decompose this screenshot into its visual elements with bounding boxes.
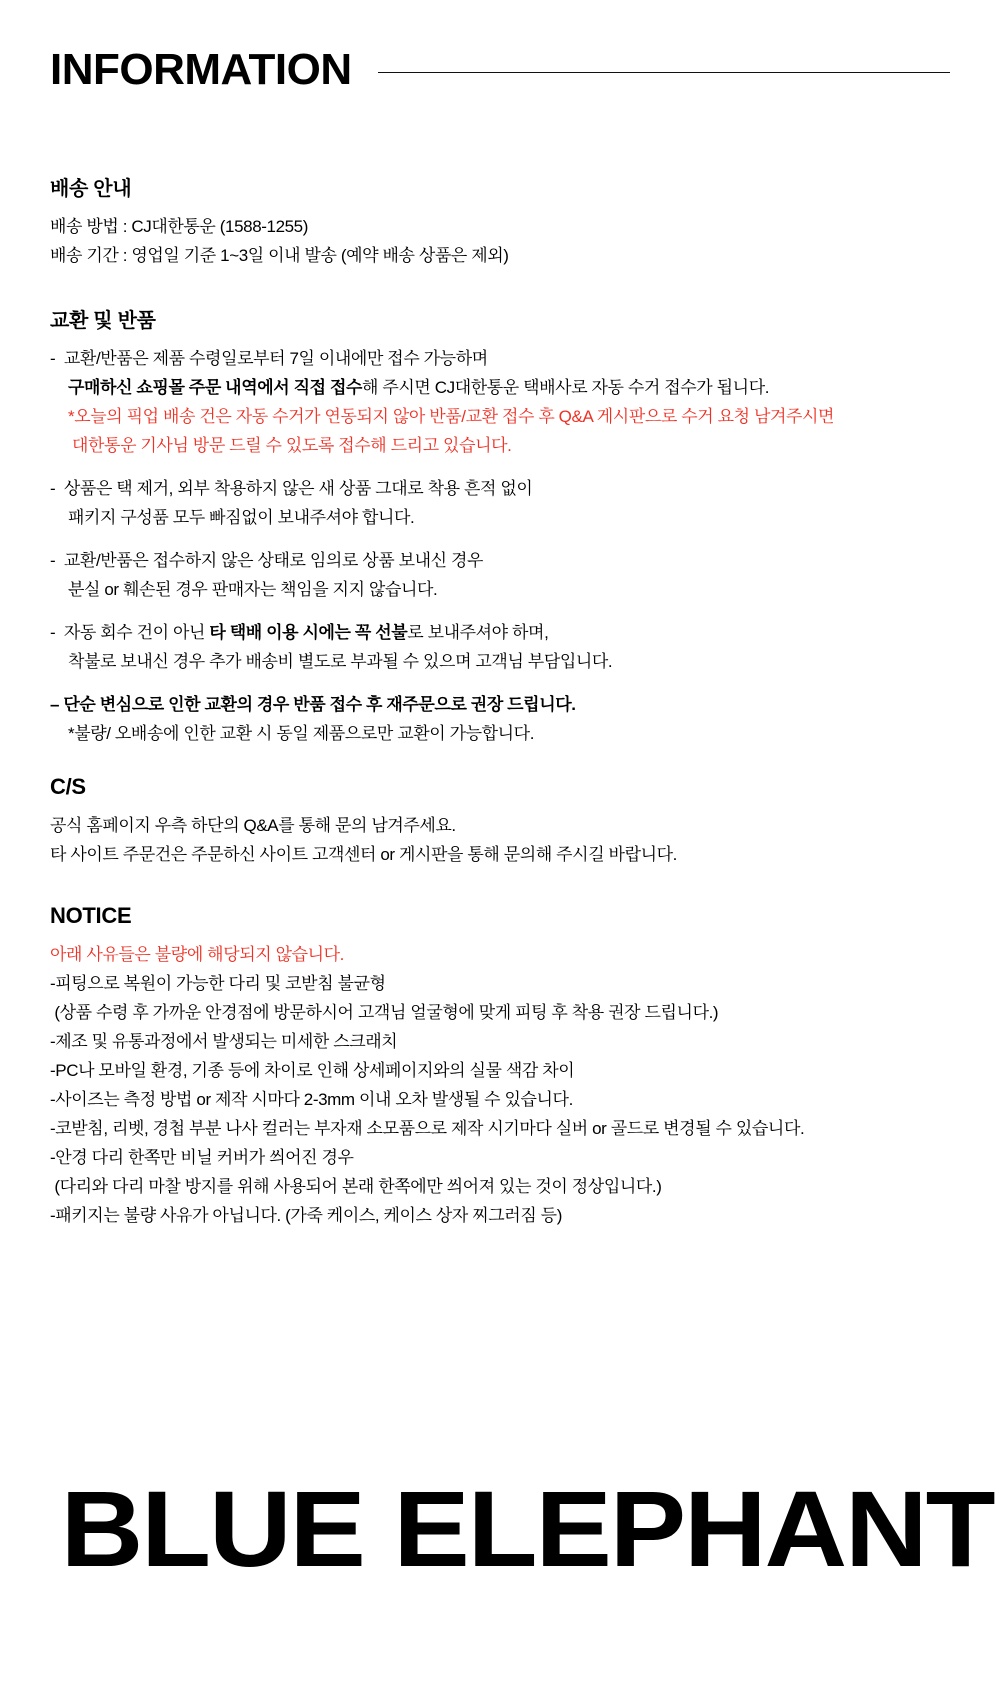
header-divider [378, 72, 950, 73]
exchange-item-3 [50, 546, 950, 604]
exchange-item-3-line-1: - 교환/반품은 접수하지 않은 상태로 임의로 상품 보내신 경우 [50, 551, 484, 570]
exchange-return-section [50, 304, 950, 748]
page-header [50, 0, 950, 92]
exchange-item-1-line-2 [50, 373, 950, 402]
notice-line-5: -사이즈는 측정 방법 or 제작 시마다 2-3mm 이내 오차 발생될 수 있습니다. [50, 1090, 573, 1109]
page-title: INFORMATION [50, 45, 352, 94]
notice-line-6: -코받침, 리벳, 경첩 부분 나사 컬러는 부자재 소모품으로 제작 시기마다 실버 or 골드로 변경될 수 있습니다. [50, 1119, 805, 1138]
exchange-item-1-line-3: *오늘의 픽업 배송 건은 자동 수거가 연동되지 않아 반품/교환 접수 후 Q&A 게시판으로 수거 요청 남겨주시면 [68, 407, 835, 426]
exchange-item-4-bold: 타 택배 이용 시에는 꼭 선불 [209, 623, 408, 642]
notice-line-8: (다리와 다리 마찰 방지를 위해 사용되어 본래 한쪽에만 씌어져 있는 것이 정상입니다.) [50, 1177, 662, 1196]
notice-section [50, 903, 950, 1230]
notice-line-2: (상품 수령 후 가까운 안경점에 방문하시어 고객님 얼굴형에 맞게 피팅 후 착용 권장 드립니다.) [50, 1003, 719, 1022]
exchange-item-4-line-1 [50, 618, 950, 647]
notice-red-line: 아래 사유들은 불량에 해당되지 않습니다. [50, 945, 344, 964]
cs-section [50, 774, 950, 869]
shipping-line-1: 배송 방법 : CJ대한통운 (1588-1255) [50, 217, 308, 236]
exchange-item-2 [50, 474, 950, 532]
exchange-item-4-pre: - 자동 회수 건이 아닌 [50, 623, 210, 642]
brand-logo: BLUE ELEPHANT [60, 1468, 994, 1589]
spacer [50, 604, 950, 618]
exchange-item-1-line-4: 대한통운 기사님 방문 드릴 수 있도록 접수해 드리고 있습니다. [72, 436, 512, 455]
spacer [50, 532, 950, 546]
notice-title: NOTICE [50, 903, 132, 928]
spacer [50, 748, 950, 774]
exchange-item-4 [50, 618, 950, 676]
spacer [50, 460, 950, 474]
exchange-item-1-line-2-bold: 구매하신 쇼핑몰 주문 내역에서 직접 접수 [68, 378, 362, 397]
notice-line-1: -피팅으로 복원이 가능한 다리 및 코받침 불균형 [50, 974, 386, 993]
shipping-title: 배송 안내 [50, 178, 132, 200]
spacer [50, 869, 950, 903]
cs-line-2: 타 사이트 주문건은 주문하신 사이트 고객센터 or 게시판을 통해 문의해 주시길 바랍니다. [50, 845, 677, 864]
exchange-item-2-line-2: 패키지 구성품 모두 빠짐없이 보내주셔야 합니다. [68, 508, 415, 527]
notice-line-7: -안경 다리 한쪽만 비닐 커버가 씌어진 경우 [50, 1148, 354, 1167]
shipping-section [50, 172, 950, 270]
notice-line-3: -제조 및 유통과정에서 발생되는 미세한 스크래치 [50, 1032, 398, 1051]
cs-line-1: 공식 홈페이지 우측 하단의 Q&A를 통해 문의 남겨주세요. [50, 816, 456, 835]
spacer [50, 270, 950, 304]
exchange-item-1 [50, 344, 950, 460]
exchange-item-1-line-1: - 교환/반품은 제품 수령일로부터 7일 이내에만 접수 가능하며 [50, 349, 488, 368]
exchange-item-4-line-2: 착불로 보내신 경우 추가 배송비 별도로 부과될 수 있으며 고객님 부담입니다. [68, 652, 613, 671]
shipping-line-2: 배송 기간 : 영업일 기준 1~3일 이내 발송 (예약 배송 상품은 제외) [50, 246, 509, 265]
page-content [50, 172, 950, 1230]
notice-line-9: -패키지는 불량 사유가 아닙니다. (가죽 케이스, 케이스 상자 찌그러짐 등) [50, 1206, 562, 1225]
exchange-item-5-line-1: – 단순 변심으로 인한 교환의 경우 반품 접수 후 재주문으로 권장 드립니다. [50, 695, 576, 714]
exchange-item-1-line-2-rest: 해 주시면 CJ대한통운 택배사로 자동 수거 접수가 됩니다. [362, 378, 770, 397]
exchange-return-title: 교환 및 반품 [50, 310, 156, 332]
exchange-item-2-line-1: - 상품은 택 제거, 외부 착용하지 않은 새 상품 그대로 착용 흔적 없이 [50, 479, 533, 498]
exchange-item-3-line-2: 분실 or 훼손된 경우 판매자는 책임을 지지 않습니다. [68, 580, 438, 599]
notice-line-4: -PC나 모바일 환경, 기종 등에 차이로 인해 상세페이지와의 실물 색감 차이 [50, 1061, 575, 1080]
exchange-item-5-line-2: *불량/ 오배송에 인한 교환 시 동일 제품으로만 교환이 가능합니다. [68, 724, 535, 743]
cs-title: C/S [50, 774, 86, 799]
exchange-item-5 [50, 690, 950, 748]
exchange-item-4-post: 로 보내주셔야 하며, [407, 623, 549, 642]
spacer [50, 676, 950, 690]
